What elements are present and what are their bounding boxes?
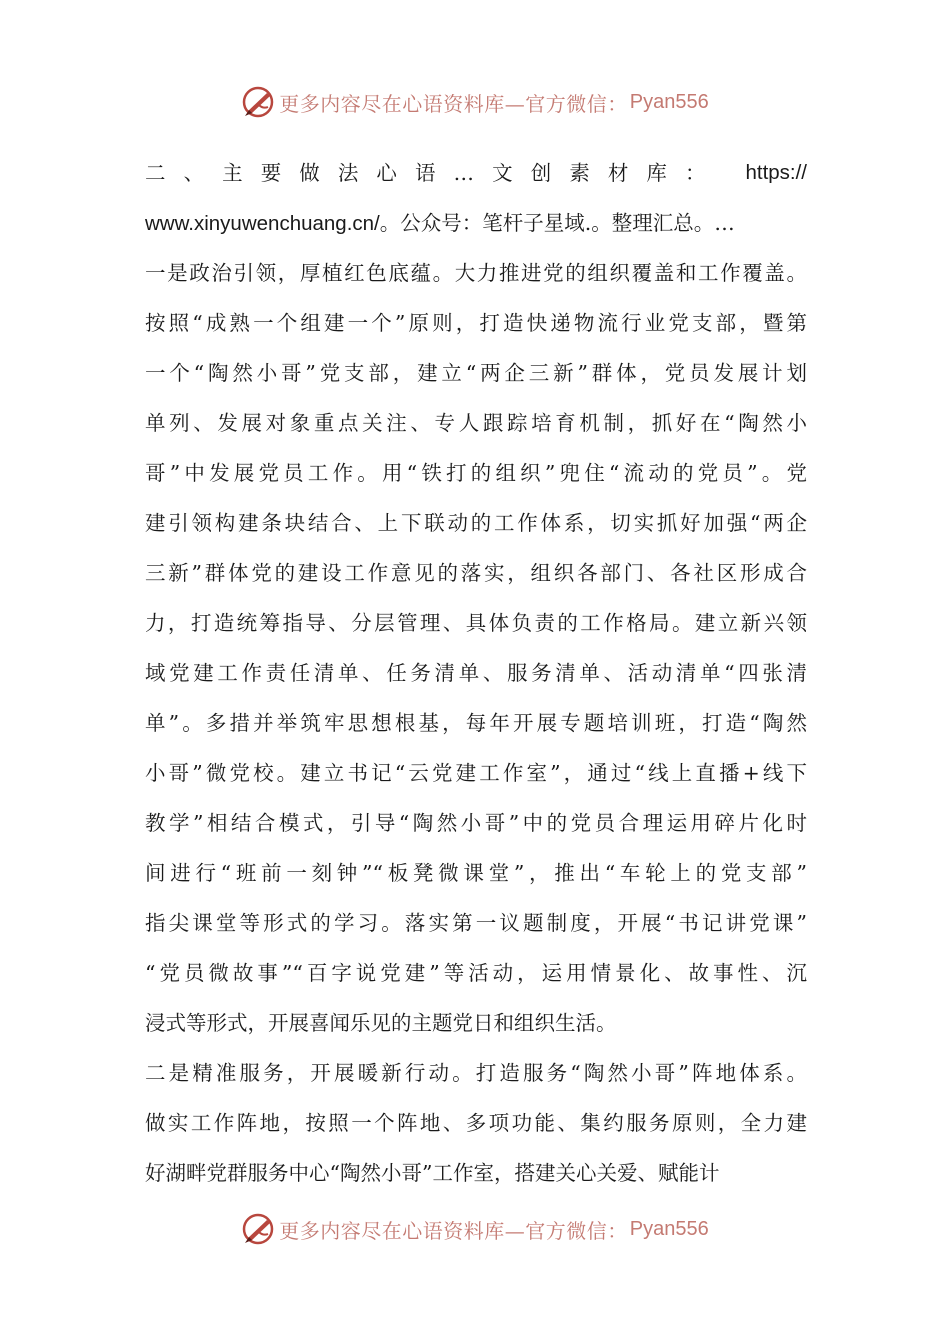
pen-seal-logo-icon (241, 85, 275, 119)
text-line: 浸式等形式，开展喜闻乐见的主题党日和组织生活。 (145, 1011, 617, 1035)
text-line: 一个“陶然小哥”党支部，建立“两企三新”群体，党员发展计划 (145, 361, 807, 385)
section-heading: 二、主要做法心语…文创素材库： (145, 161, 706, 185)
text-line: “党员微故事”“百字说党建”等活动，运用情景化、故事性、沉 (145, 961, 807, 985)
website-url: www.xinyuwenchuang.cn/ (145, 212, 380, 235)
footer-slogan: 更多内容尽在心语资料库—官方微信： (279, 1218, 628, 1243)
text-line: 好湖畔党群服务中心“陶然小哥”工作室，搭建关心关爱、赋能计 (145, 1161, 720, 1185)
text-line: 单列、发展对象重点关注、专人跟踪培育机制，抓好在“陶然小 (145, 411, 807, 435)
text-line: 建引领构建条块结合、上下联动的工作体系，切实抓好加强“两企 (145, 511, 807, 535)
footer-wechat-handle: Pyan556 (629, 1217, 709, 1240)
text-line: 教学”相结合模式，引导“陶然小哥”中的党员合理运用碎片化时 (145, 811, 807, 835)
section-heading-line (145, 148, 807, 198)
text-line: 单”。多措并举筑牢思想根基，每年开展专题培训班，打造“陶然 (145, 711, 807, 735)
text-line: 域党建工作责任清单、任务清单、服务清单、活动清单“四张清 (145, 661, 807, 685)
heading-url: https:// (745, 161, 807, 184)
footer-watermark (0, 1207, 950, 1251)
text-line: 一是政治引领，厚植红色底蕴。大力推进党的组织覆盖和工作覆盖。 (145, 261, 807, 285)
text-line: 指尖课堂等形式的学习。落实第一议题制度，开展“书记讲党课” (145, 911, 807, 935)
url-line (145, 198, 807, 248)
header-slogan: 更多内容尽在心语资料库—官方微信： (279, 91, 628, 116)
text-line: 三新”群体党的建设工作意见的落实，组织各部门、各社区形成合 (145, 561, 807, 585)
paragraph-lines (145, 248, 807, 1198)
header-watermark (0, 80, 950, 124)
url-line-rest: 。公众号：笔杆子星域.。整理汇总。… (379, 211, 735, 235)
text-line: 力，打造统筹指导、分层管理、具体负责的工作格局。建立新兴领 (145, 611, 807, 635)
text-line: 做实工作阵地，按照一个阵地、多项功能、集约服务原则，全力建 (145, 1111, 807, 1135)
text-line: 小哥”微党校。建立书记“云党建工作室”，通过“线上直播+线下 (145, 761, 807, 785)
text-line: 哥”中发展党员工作。用“铁打的组织”兜住“流动的党员”。党 (145, 461, 807, 485)
document-body (145, 148, 807, 1198)
text-line: 二是精准服务，开展暖新行动。打造服务“陶然小哥”阵地体系。 (145, 1061, 807, 1085)
text-line: 按照“成熟一个组建一个”原则，打造快递物流行业党支部，暨第 (145, 311, 807, 335)
pen-seal-logo-icon (241, 1212, 275, 1246)
header-wechat-handle: Pyan556 (629, 90, 709, 113)
text-line: 间进行“班前一刻钟”“板凳微课堂”，推出“车轮上的党支部” (145, 861, 807, 885)
